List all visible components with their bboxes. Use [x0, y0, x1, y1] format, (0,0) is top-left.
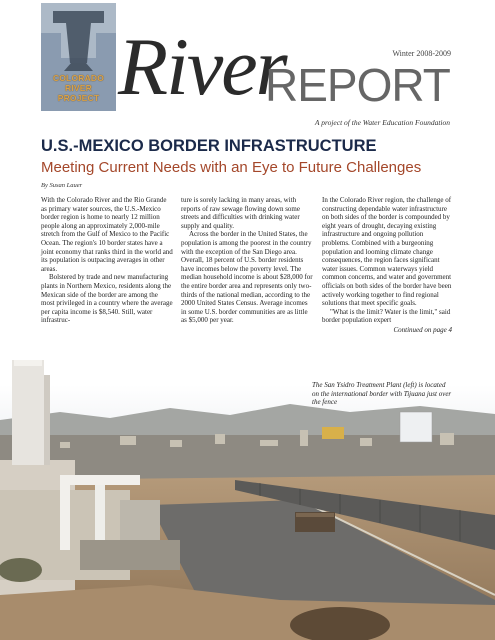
border-treatment-plant-photo: [0, 300, 495, 640]
article-column-2: [181, 196, 313, 325]
logo-text: COLORADO RIVER PROJECT: [52, 73, 105, 103]
article-column-3: [322, 196, 452, 335]
paragraph: Bolstered by trade and new manufacturing plants in Northern Mexico, residents along the Mexican side of the border are among the most privileged in a country where the average per capita income is $8,540. Still, water infrastruc-: [41, 273, 173, 325]
article-column-1: [41, 196, 173, 325]
continued-note: Continued on page 4: [393, 325, 452, 334]
photo-caption: The San Ysidro Treatment Plant (left) is located on the international border with Tijuana just over the fence: [312, 381, 452, 406]
masthead-title-river: River: [118, 21, 286, 112]
article-byline: By Susan Lauer: [41, 182, 83, 189]
paragraph: Across the border in the United States, the population is among the poorest in the country with the exception of the San Diego area. Overall, 18 percent of U.S. border residents have incomes below the poverty level. The median household income is about $28,000 for the entire border area and represents only two-thirds of the national median, according to the 2000 United States Census. Average incomes in some U.S. border communities are as little as $5,000 per year.: [181, 230, 313, 325]
paragraph: With the Colorado River and the Rio Grande as primary water sources, the U.S.-Mexico border region is home to nearly 12 million people along an approximately 2,000-mile stretch from the Gulf of Mexico to the Pacific Ocean. The region's 10 border states have a joint economy that ranks third in the world and its population is outpacing averages in other areas.: [41, 196, 173, 273]
masthead-tagline: A project of the Water Education Foundation: [314, 118, 450, 127]
article-subhead: Meeting Current Needs with an Eye to Future Challenges: [41, 159, 422, 176]
article-headline: U.S.-MEXICO BORDER INFRASTRUCTURE: [41, 137, 377, 155]
paragraph: In the Colorado River region, the challenge of constructing dependable water infrastructure on both sides of the border is compounded by eight years of drought, decaying existing infrastructure and ongoing pollution problems. Combined with a burgeoning population and looming climate change consequences, the region faces significant water issues. Common waterways yield common concerns, and water and government officials on both sides of the border have been actively working together to find regional solutions that meet specific goals.: [322, 196, 452, 308]
colorado-river-project-logo: [41, 3, 116, 111]
masthead-title-report: REPORT: [265, 59, 450, 111]
paragraph: ture is sorely lacking in many areas, with reports of raw sewage flowing down some streets and difficulties with drinking water supply and quality.: [181, 196, 300, 230]
paragraph: "What is the limit? Water is the limit," said border population expert: [322, 307, 451, 325]
issue-date: Winter 2008-2009: [392, 49, 451, 58]
